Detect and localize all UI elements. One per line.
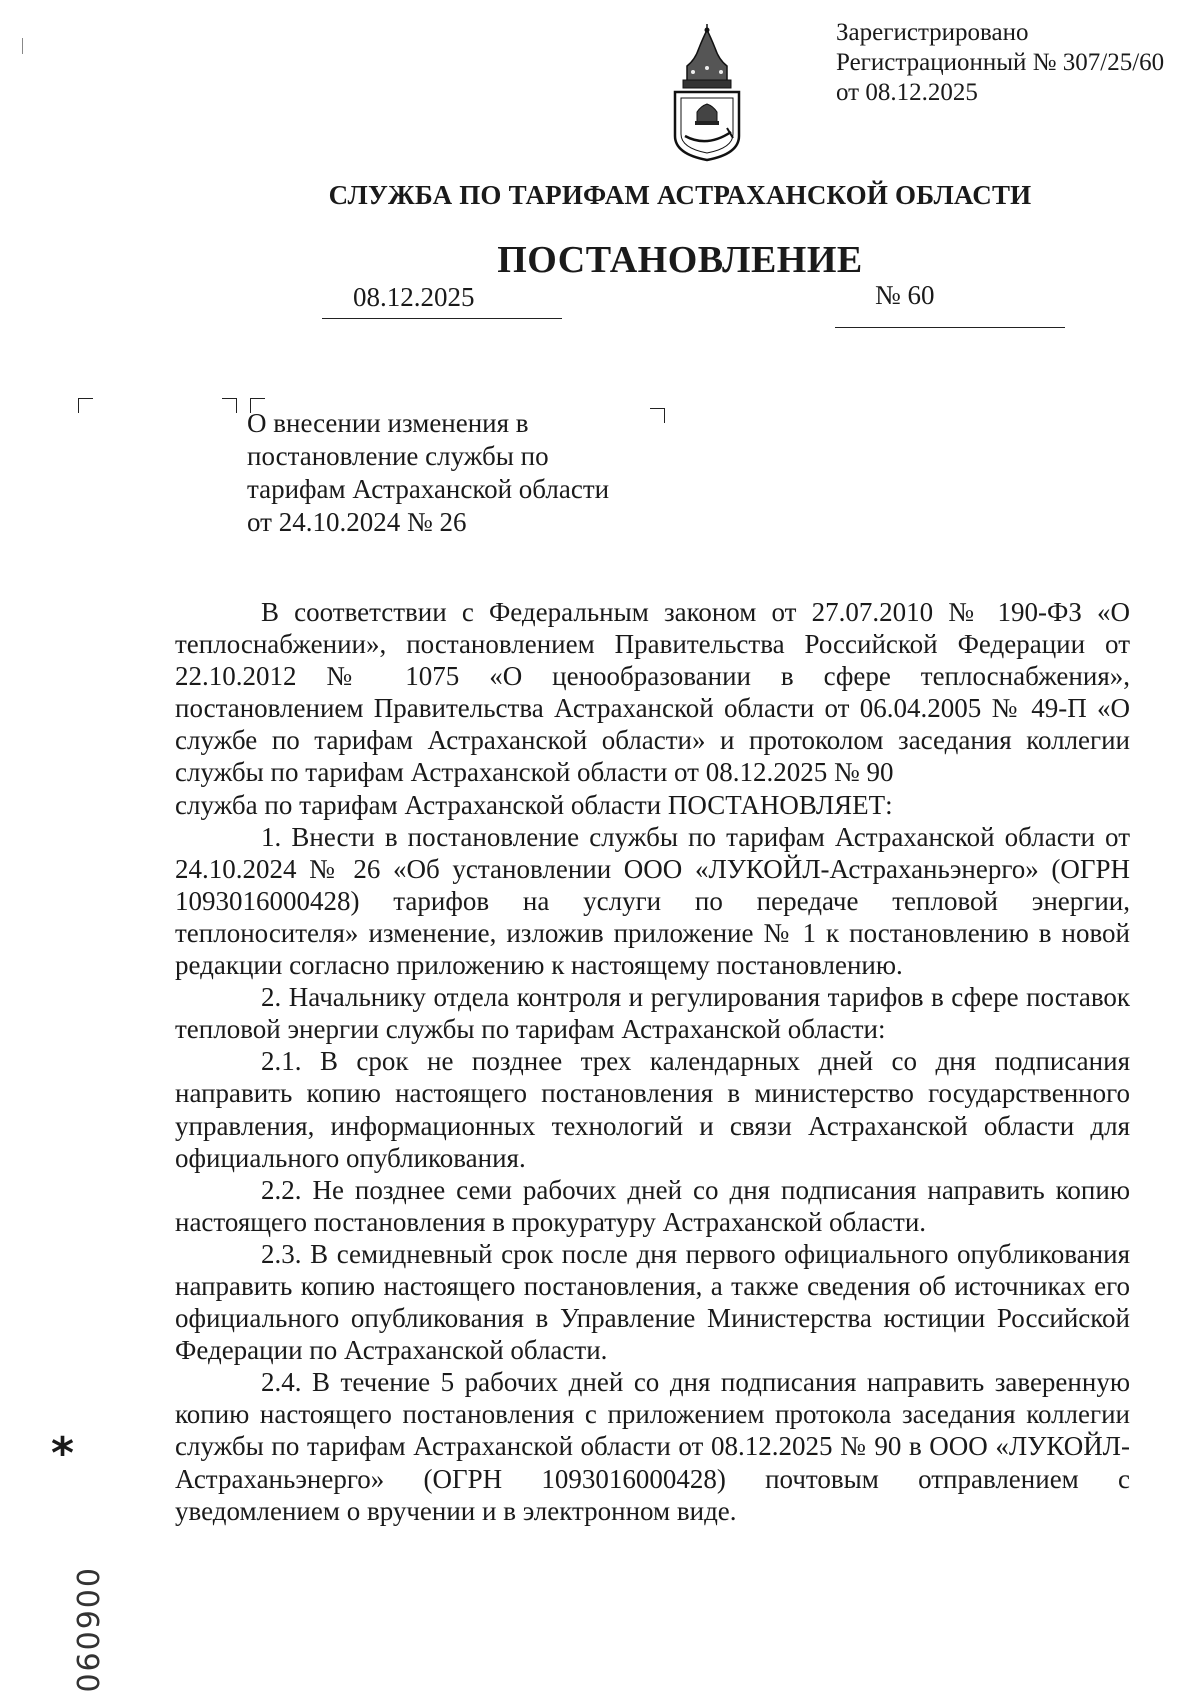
document-date: 08.12.2025 xyxy=(353,282,475,312)
registration-number: Регистрационный № 307/25/60 xyxy=(836,49,1165,76)
corner-mark xyxy=(78,398,93,413)
registration-date: от 08.12.2025 xyxy=(836,79,978,106)
document-title: ПОСТАНОВЛЕНИЕ xyxy=(497,239,863,281)
registration-block xyxy=(836,18,1164,108)
resolves-line: служба по тарифам Астраханской области ПОСТАНОВЛЯЕТ: xyxy=(175,789,893,820)
paragraph-1: 1. Внести в постановление службы по тарифам Астраханской области от 24.10.2024 № 26 «Об установлении ООО «ЛУКОЙЛ-Астраханьэнерго» (ОГРН 1093016000428) тарифов на услуги по передаче тепловой энергии, теплоносителя» изменение, изложив приложение № 1 к постановлению в новой редакции согласно приложению к настоящему постановлению. xyxy=(175,821,1130,981)
document-number: № 60 xyxy=(875,280,935,310)
scan-mark xyxy=(22,38,23,54)
paragraph-2-2: 2.2. Не позднее семи рабочих дней со дня подписания направить копию настоящего постановления в прокуратуру Астраханской области. xyxy=(175,1174,1130,1237)
margin-code-text: 006090 xyxy=(69,1568,104,1695)
document-subject: О внесении изменения в постановление службы по тарифам Астраханской области от 24.10.2024 № 26 xyxy=(247,408,610,537)
margin-code xyxy=(43,1562,104,1695)
registration-label: Зарегистрировано xyxy=(836,19,1029,46)
corner-mark xyxy=(650,408,665,423)
paragraph-2: 2. Начальнику отдела контроля и регулирования тарифов в сфере поставок тепловой энергии службы по тарифам Астраханской области: xyxy=(175,982,1130,1045)
paragraph-2-4: 2.4. В течение 5 рабочих дней со дня подписания направить заверенную копию настоящего постановления с приложением протокола заседания коллегии службы по тарифам Астраханской области от 08.12.2025 № 90 в ООО «ЛУКОЙЛ-Астраханьэнерго» (ОГРН 1093016000428) почтовым отправлением с уведомлением о вручении и в электронном виде. xyxy=(175,1367,1130,1526)
paragraph-2-1: 2.1. В срок не позднее трех календарных дней со дня подписания направить копию настоящего постановления в министерство государственного управления, информационных технологий и связи Астраханской области для официального опубликования. xyxy=(175,1046,1130,1173)
margin-star: * xyxy=(51,1428,75,1479)
date-underline xyxy=(322,318,562,319)
document-body xyxy=(175,596,1130,1527)
agency-name: СЛУЖБА ПО ТАРИФАМ АСТРАХАНСКОЙ ОБЛАСТИ xyxy=(328,180,1032,210)
paragraph-2-3: 2.3. В семидневный срок после дня первого официального опубликования направить копию настоящего постановления, а также сведения об источниках его официального опубликования в Управление Министерства юстиции Российской Федерации по Астраханской области. xyxy=(175,1238,1130,1366)
preamble-paragraph: В соответствии с Федеральным законом от 27.07.2010 № 190-ФЗ «О теплоснабжении», постановлением Правительства Российской Федерации от 22.10.2012 № 1075 «О ценообразовании в сфере теплоснабжения», постановлением Правительства Астраханской области от 06.04.2005 № 49-П «О службе по тарифам Астраханской области» и протоколом заседания коллегии службы по тарифам Астраханской области от 08.12.2025 № 90 xyxy=(175,597,1130,788)
corner-mark xyxy=(222,398,237,413)
astrakhan-coat-of-arms-icon xyxy=(657,26,757,166)
number-underline xyxy=(835,327,1065,328)
